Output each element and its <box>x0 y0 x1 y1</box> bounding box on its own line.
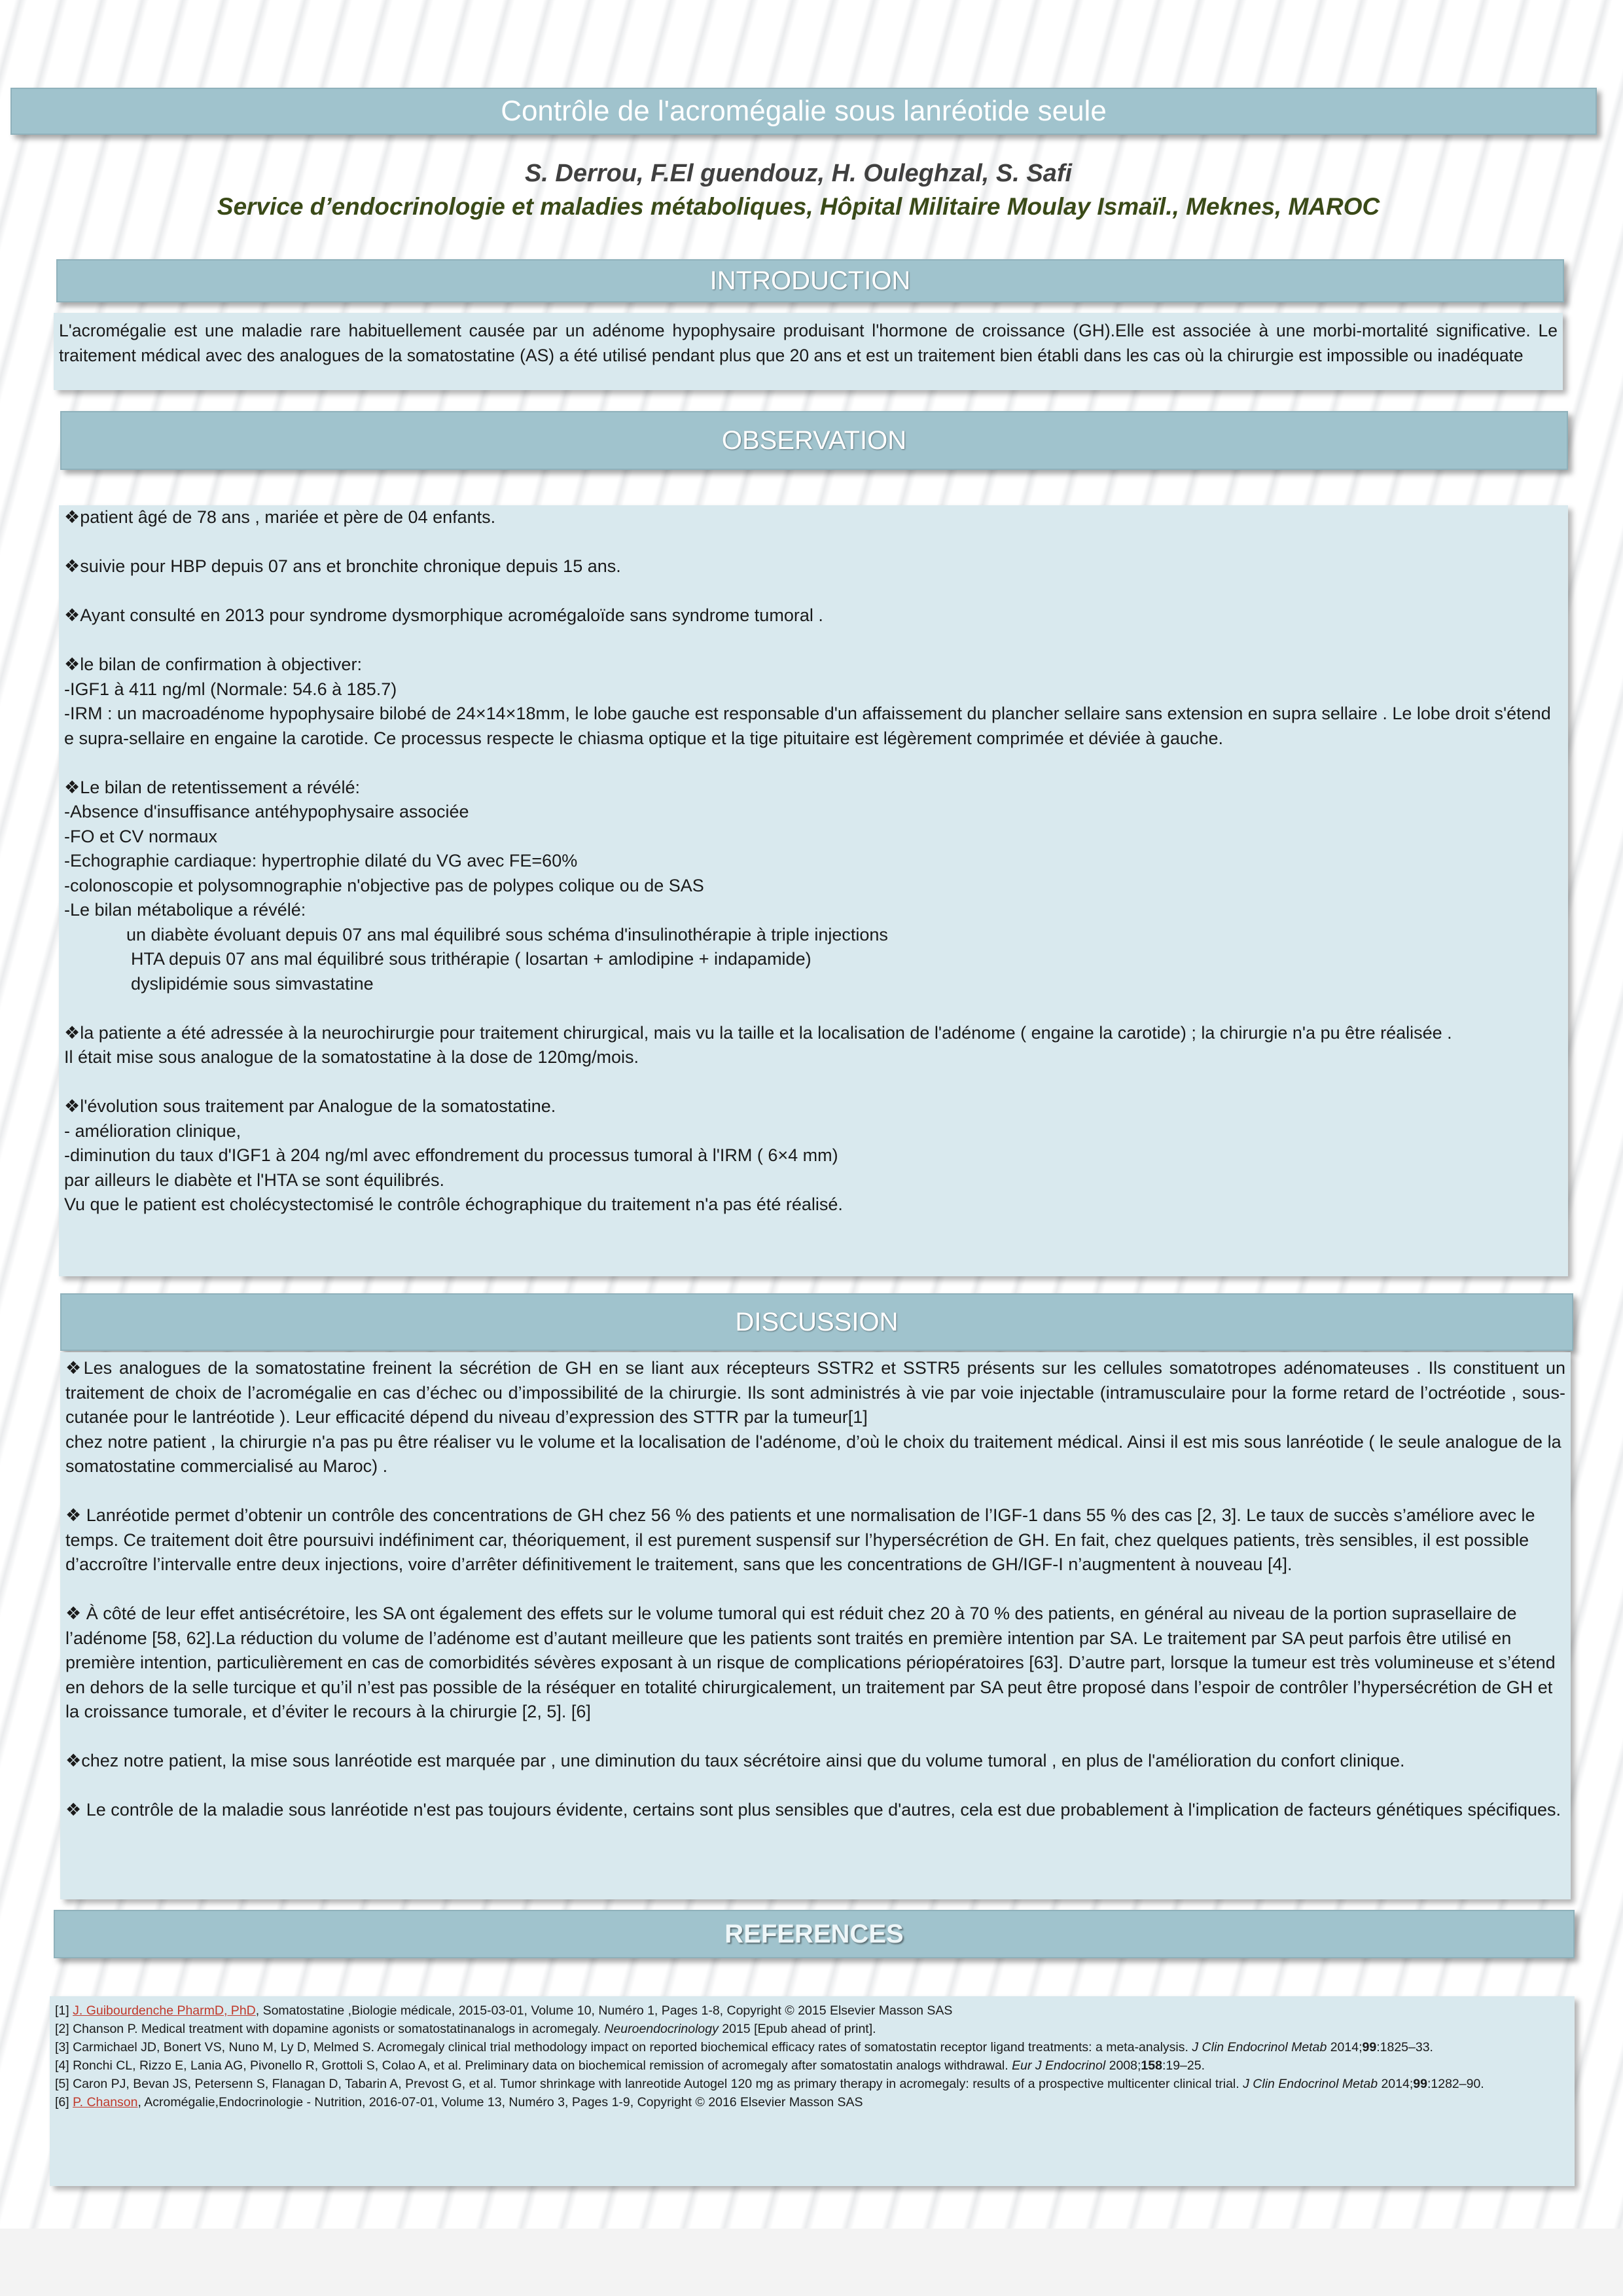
reference-text: 2014; <box>1378 2077 1414 2091</box>
reference-number: [1] <box>55 2003 73 2018</box>
observation-line: ❖la patiente a été adressée à la neurochirurgie pour traitement chirurgical, mais vu la taille et la localisation de l'adénome ( engaine la carotide) ; la chirurgie n'a pu être réalisée . <box>64 1022 1452 1043</box>
reference-volume: 99 <box>1362 2040 1377 2054</box>
reference-text: [3] Carmichael JD, Bonert VS, Nuno M, Ly D, Melmed S. Acromegaly clinical trial methodology impact on reported biochemical efficacy rates of somatostatin receptor ligand treatments: a meta-analysis. <box>55 2040 1192 2054</box>
observation-line: HTA depuis 07 ans mal équilibré sous trithérapie ( losartan + amlodipine + indapamide) <box>131 949 812 969</box>
discussion-paragraph: ❖chez notre patient, la mise sous lanréotide est marquée par , une diminution du taux sécrétoire ainsi que du volume tumoral , en plus de l'amélioration du confort clinique. <box>65 1751 1405 1770</box>
observation-line: par ailleurs le diabète et l'HTA se sont équilibrés. <box>64 1170 444 1190</box>
reference-volume: 99 <box>1413 2077 1427 2091</box>
references-heading: REFERENCES <box>54 1910 1575 1958</box>
observation-line: -Absence d'insuffisance antéhypophysaire associée <box>64 802 469 821</box>
reference-journal: Neuroendocrinology <box>604 2022 719 2036</box>
discussion-heading: DISCUSSION <box>60 1293 1573 1351</box>
poster-title: Contrôle de l'acromégalie sous lanréotide seule <box>10 88 1597 135</box>
observation-line: ❖Ayant consulté en 2013 pour syndrome dysmorphique acromégaloïde sans syndrome tumoral . <box>64 605 823 625</box>
reference-item <box>55 2020 1569 2038</box>
reference-author-link[interactable]: J. Guibourdenche PharmD, PhD <box>73 2003 256 2018</box>
reference-item <box>55 2075 1569 2093</box>
authors: S. Derrou, F.El guendouz, H. Ouleghzal, S. Safi <box>524 160 1073 187</box>
reference-text: :1825–33. <box>1376 2040 1433 2054</box>
observation-line: -diminution du taux d'IGF1 à 204 ng/ml avec effondrement du processus tumoral à l'IRM ( 6×4 mm) <box>64 1145 838 1165</box>
reference-item <box>55 2001 1569 2020</box>
introduction-heading: INTRODUCTION <box>56 259 1564 302</box>
reference-text: , Acromégalie,Endocrinologie - Nutrition, 2016-07-01, Volume 13, Numéro 3, Pages 1-9, Copyright © 2016 Elsevier Masson SAS <box>137 2095 863 2109</box>
affiliation: Service d’endocrinologie et maladies métaboliques, Hôpital Militaire Moulay Ismaïl., Meknes, MAROC <box>217 193 1380 220</box>
discussion-paragraph: ❖ Lanréotide permet d’obtenir un contrôle des concentrations de GH chez 56 % des patients et une normalisation de l’IGF-1 dans 55 % des cas [2, 3]. Le taux de succès s’améliore avec le temps. Ce traitement doit être poursuivi indéfiniment car, théoriquement, il est purement suspensif sur l’hypersécrétion de GH. En fait, chez quelques patients, très sensibles, il est possible d’accroître l’intervalle entre deux injections, voire d’arrêter définitivement le traitement, sans que les concentrations de GH/IGF-I n’augmentent à nouveau [4]. <box>65 1505 1535 1574</box>
discussion-paragraph: ❖Les analogues de la somatostatine freinent la sécrétion de GH en se liant aux récepteurs SSTR2 et SSTR5 présents sur les cellules somatotropes adénomateuses . Ils constituent un traitement de choix de l’acromégalie en cas d’échec ou d’impossibilité de la chirurgie. Ils sont administrés à vie par voie injectable (intramusculaire pour la forme retard de l’octréotide , sous-cutanée pour le lantréotide ). Leur efficacité dépend du niveau d’expression des STTR par la tumeur[1] <box>65 1358 1565 1427</box>
reference-text: , Somatostatine ,Biologie médicale, 2015-03-01, Volume 10, Numéro 1, Pages 1-8, Copyright © 2015 Elsevier Masson SAS <box>255 2003 953 2018</box>
reference-journal: J Clin Endocrinol Metab <box>1243 2077 1378 2091</box>
observation-heading: OBSERVATION <box>60 411 1568 470</box>
reference-author-link[interactable]: P. Chanson <box>73 2095 138 2109</box>
reference-number: [6] <box>55 2095 73 2109</box>
introduction-panel <box>54 313 1563 390</box>
introduction-text: L'acromégalie est une maladie rare habituellement causée par un adénome hypophysaire produisant l'hormone de croissance (GH).Elle est associée à une morbi-mortalité significative. Le traitement médical avec des analogues de la somatostatine (AS) a été utilisé pendant plus que 20 ans et est un traitement bien établi dans les cas où la chirurgie est impossible ou inadéquate <box>59 321 1558 365</box>
reference-journal: J Clin Endocrinol Metab <box>1192 2040 1327 2054</box>
reference-journal: Eur J Endocrinol <box>1012 2058 1106 2073</box>
reference-text: 2008; <box>1105 2058 1141 2073</box>
discussion-paragraph: ❖ À côté de leur effet antisécrétoire, les SA ont également des effets sur le volume tumoral qui est réduit chez 20 à 70 % des patients, en général au niveau de la portion suprasellaire de l’adénome [58, 62].La réduction du volume de l’adénome est d’autant meilleure que les patients sont traités en première intention par SA. Le traitement par SA peut parfois être utilisé en première intention, particulièrement en cas de comorbidités sévères exposant à un risque de complications périopératoires [63]. D’autre part, lorsque la tumeur est très volumineuse et s’étend en dehors de la selle turcique et qu’il n’est pas possible de la réséquer en totalité chirurgicalement, un traitement par SA peut être proposé dans l’espoir de contrôler l’hypersécrétion de GH et la croissance tumorale, et d’éviter le recours à la chirurgie [2, 5]. [6] <box>65 1604 1556 1721</box>
observation-line: un diabète évoluant depuis 07 ans mal équilibré sous schéma d'insulinothérapie à triple injections <box>126 924 888 944</box>
observation-line: ❖l'évolution sous traitement par Analogue de la somatostatine. <box>64 1096 556 1116</box>
discussion-paragraph: ❖ Le contrôle de la maladie sous lanréotide n'est pas toujours évidente, certains sont plus sensibles que d'autres, cela est due probablement à l'implication de facteurs génétiques spécifiques. <box>65 1800 1561 1820</box>
observation-line: ❖patient âgé de 78 ans , mariée et père de 04 enfants. <box>64 507 496 527</box>
reference-text: [2] Chanson P. Medical treatment with dopamine agonists or somatostatinanalogs in acromegaly. <box>55 2022 605 2036</box>
reference-text: [4] Ronchi CL, Rizzo E, Lania AG, Pivonello R, Grottoli S, Colao A, et al. Preliminary data on biochemical remission of acromegaly after somatostatin analogs withdrawal. <box>55 2058 1012 2073</box>
observation-line: -FO et CV normaux <box>64 826 218 846</box>
observation-line: ❖suivie pour HBP depuis 07 ans et bronchite chronique depuis 15 ans. <box>64 556 621 576</box>
reference-item <box>55 2093 1569 2111</box>
observation-line: -IRM : un macroadénome hypophysaire bilobé de 24×14×18mm, le lobe gauche est responsable d'un affaissement du plancher sellaire sans extension en supra sellaire . Le lobe droit s'étend e supra-sellaire en engaine la carotide. Ce processus respecte le chiasma optique et la tige pituitaire est légèrement comprimée et déviée à gauche. <box>64 704 1551 748</box>
reference-text: 2014; <box>1327 2040 1363 2054</box>
observation-line: -Echographie cardiaque: hypertrophie dilaté du VG avec FE=60% <box>64 851 578 870</box>
observation-line: -colonoscopie et polysomnographie n'objective pas de polypes colique ou de SAS <box>64 875 704 895</box>
reference-text: :1282–90. <box>1427 2077 1484 2091</box>
observation-line: -IGF1 à 411 ng/ml (Normale: 54.6 à 185.7) <box>64 679 397 699</box>
observation-line: ❖Le bilan de retentissement a révélé: <box>64 777 360 797</box>
reference-item <box>55 2056 1569 2075</box>
discussion-panel <box>60 1352 1571 1899</box>
discussion-paragraph: chez notre patient , la chirurgie n'a pas pu être réaliser vu le volume et la localisation de l'adénome, d’où le choix du traitement médical. Ainsi il est mis sous lanréotide ( le seule analogue de la somatostatine commercialisé au Maroc) . <box>65 1431 1561 1476</box>
observation-line: Il était mise sous analogue de la somatostatine à la dose de 120mg/mois. <box>64 1047 639 1067</box>
page-bottom-strip <box>0 2229 1623 2296</box>
reference-text: [5] Caron PJ, Bevan JS, Petersenn S, Flanagan D, Tabarin A, Prevost G, et al. Tumor shrinkage with lanreotide Autogel 120 mg as primary therapy in acromegaly: results of a prospective multicenter clinical trial. <box>55 2077 1243 2091</box>
reference-volume: 158 <box>1141 2058 1162 2073</box>
reference-text: 2015 [Epub ahead of print]. <box>718 2022 876 2036</box>
observation-line: dyslipidémie sous simvastatine <box>131 973 374 994</box>
observation-line: ❖le bilan de confirmation à objectiver: <box>64 655 362 674</box>
observation-panel <box>59 505 1568 1276</box>
observation-line: - amélioration clinique, <box>64 1121 241 1141</box>
reference-item <box>55 2038 1569 2056</box>
observation-line: Vu que le patient est cholécystectomisé le contrôle échographique du traitement n'a pas été réalisé. <box>64 1194 843 1214</box>
observation-line: -Le bilan métabolique a révélé: <box>64 900 306 920</box>
reference-text: :19–25. <box>1162 2058 1205 2073</box>
references-panel <box>50 1996 1575 2186</box>
